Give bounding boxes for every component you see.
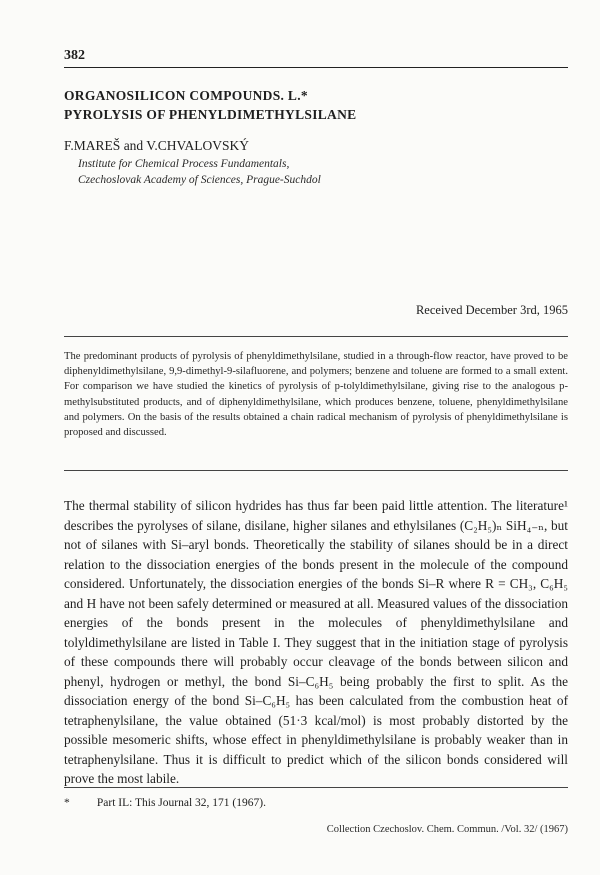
journal-footer: Collection Czechoslov. Chem. Commun. /Vol. 32/ (1967) (326, 824, 568, 835)
affiliation-line-1: Institute for Chemical Process Fundamentals, (78, 158, 290, 170)
abstract-top-rule (64, 336, 568, 337)
received-date: Received December 3rd, 1965 (415, 303, 568, 317)
header-rule (64, 67, 568, 68)
affiliation-line-2: Czechoslovak Academy of Sciences, Prague-Suchdol (78, 174, 321, 186)
authors: F.MAREŠ and V.CHVALOVSKÝ (64, 138, 249, 153)
abstract-bottom-rule (64, 470, 568, 471)
series-title: ORGANOSILICON COMPOUNDS. L.* (64, 88, 308, 103)
page-number: 382 (64, 48, 85, 63)
abstract: The predominant products of pyrolysis of phenyldimethylsilane, studied in a through-flow reactor, have proved to be diphenyldimethylsilane, 9,9-dimethyl-9-silafluorene, and polymers; benzene and toluene are formed to a small extent. For comparison we have studied the kinetics of pyrolysis of p-tolyldimethylsilane, giving rise to the analogous p-methylsubstituted products, and of diphenyldimethylsilane, which produces benzene, toluene, phenyldimethylsilane and polymers. On the basis of the results obtained a chain radical mechanism of pyrolysis of phenyldimethylsilane is proposed and discussed. (64, 351, 568, 439)
body-paragraph: The thermal stability of silicon hydrides has thus far been paid little attention. The literature¹ describes the pyrolyses of silane, disilane, higher silanes and ethylsilanes (C₂H₅)ₙ SiH₄₋ₙ, but not of silanes with Si–aryl bonds. Theoretically the stability of silanes should be in a direct relation to the dissociation energies of the bonds present in the molecule of the compound considered. Unfortunately, the dissociation energies of the bonds Si–R where R = CH₃, C₆H₅ and H have not been safely determined or measured at all. Measured values of the dissociation energies of the bonds present in the molecules of phenyldimethylsilane and tolyldimethylsilane are listed in Table I. They suggest that in the initiation stage of pyrolysis of these compounds there will probably occur cleavage of the bonds between silicon and phenyl, hydrogen or methyl, the bond Si–C₆H₅ being probably the first to split. As the dissociation energy of the bond Si–C₆H₅ has been calculated from the combustion heat of tetraphenylsilane, the value obtained (51·3 kcal/mol) is most probably distorted by the possible mesomeric shifts, whose effect in phenyldimethylsilane is probably weaker than in tetraphenylsilane. Thus it is difficult to predict which of the silicon bonds considered will prove the most labile. (64, 498, 568, 786)
article-title: PYROLYSIS OF PHENYLDIMETHYLSILANE (64, 107, 357, 122)
footnote (64, 797, 266, 809)
footnote-rule (64, 787, 568, 788)
footnote-text: Part IL: This Journal 32, 171 (1967). (96, 797, 266, 809)
footnote-mark: * (64, 797, 70, 809)
